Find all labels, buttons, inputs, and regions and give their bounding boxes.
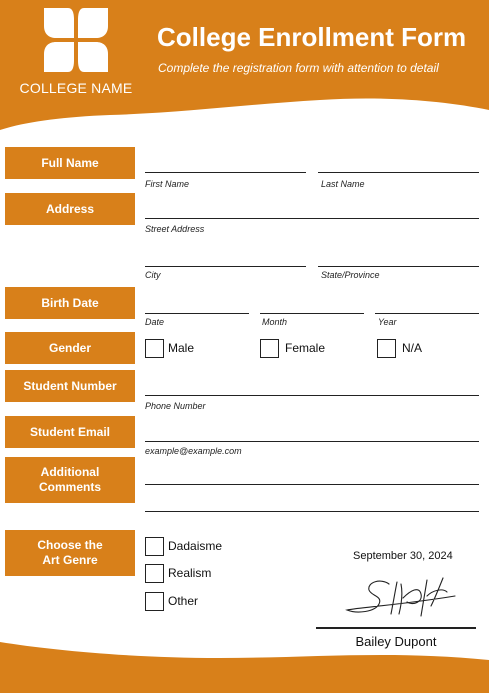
gender-na-label: N/A — [402, 341, 423, 355]
birth-year-field[interactable] — [375, 313, 479, 314]
page-subtitle: Complete the registration form with attention to detail — [158, 61, 439, 75]
signature-line — [316, 627, 476, 629]
college-name: COLLEGE NAME — [19, 80, 133, 96]
signature-mark-icon — [343, 576, 458, 620]
birth-day-caption: Date — [145, 317, 165, 327]
genre-dadaisme-checkbox[interactable] — [145, 537, 164, 556]
genre-realism-checkbox[interactable] — [145, 564, 164, 583]
student-number-label — [5, 370, 135, 402]
birth-day-field[interactable] — [145, 313, 249, 314]
first-name-caption: First Name — [145, 179, 190, 189]
student-email-field[interactable] — [145, 441, 479, 442]
street-address-field[interactable] — [145, 218, 479, 219]
email-example-caption: example@example.com — [145, 446, 242, 456]
birth-year-caption: Year — [378, 317, 397, 327]
street-address-caption: Street Address — [145, 224, 205, 234]
city-field[interactable] — [145, 266, 306, 267]
art-genre-label-line1: Choose the — [37, 538, 103, 552]
gender-male-label: Male — [168, 341, 195, 355]
college-logo-icon — [42, 6, 110, 74]
gender-na-checkbox[interactable] — [377, 339, 396, 358]
signer-name: Bailey Dupont — [355, 634, 437, 649]
student-number-label-text: Student Number — [23, 378, 117, 393]
gender-female-label: Female — [285, 341, 326, 355]
student-number-field[interactable] — [145, 395, 479, 396]
student-email-label-text: Student Email — [29, 424, 110, 439]
last-name-field[interactable] — [318, 172, 479, 173]
birth-month-caption: Month — [262, 317, 288, 327]
full-name-label-text: Full Name — [41, 155, 99, 170]
student-email-label — [5, 416, 135, 448]
comments-line-1[interactable] — [145, 484, 479, 485]
address-label — [5, 193, 135, 225]
comments-line-2[interactable] — [145, 511, 479, 512]
state-field[interactable] — [318, 266, 479, 267]
gender-label-text: Gender — [48, 340, 91, 355]
comments-label-line2: Comments — [38, 480, 101, 494]
birth-month-field[interactable] — [260, 313, 364, 314]
genre-other-label: Other — [168, 594, 199, 608]
art-genre-label — [5, 530, 135, 576]
phone-number-caption: Phone Number — [145, 401, 206, 411]
additional-comments-label — [5, 457, 135, 503]
city-caption: City — [145, 270, 161, 280]
gender-female-checkbox[interactable] — [260, 339, 279, 358]
last-name-caption: Last Name — [321, 179, 365, 189]
art-genre-label-line2: Art Genre — [42, 553, 98, 567]
birth-date-label-text: Birth Date — [41, 295, 99, 310]
signature-date: September 30, 2024 — [353, 550, 453, 562]
genre-other-checkbox[interactable] — [145, 592, 164, 611]
genre-realism-label: Realism — [168, 566, 212, 580]
gender-male-checkbox[interactable] — [145, 339, 164, 358]
state-caption: State/Province — [321, 270, 380, 280]
genre-dadaisme-label: Dadaisme — [168, 539, 223, 553]
address-label-text: Address — [45, 201, 95, 216]
gender-label — [5, 332, 135, 364]
page-title: College Enrollment Form — [157, 22, 467, 52]
first-name-field[interactable] — [145, 172, 306, 173]
full-name-label — [5, 147, 135, 179]
birth-date-label — [5, 287, 135, 319]
comments-label-line1: Additional — [40, 465, 100, 479]
